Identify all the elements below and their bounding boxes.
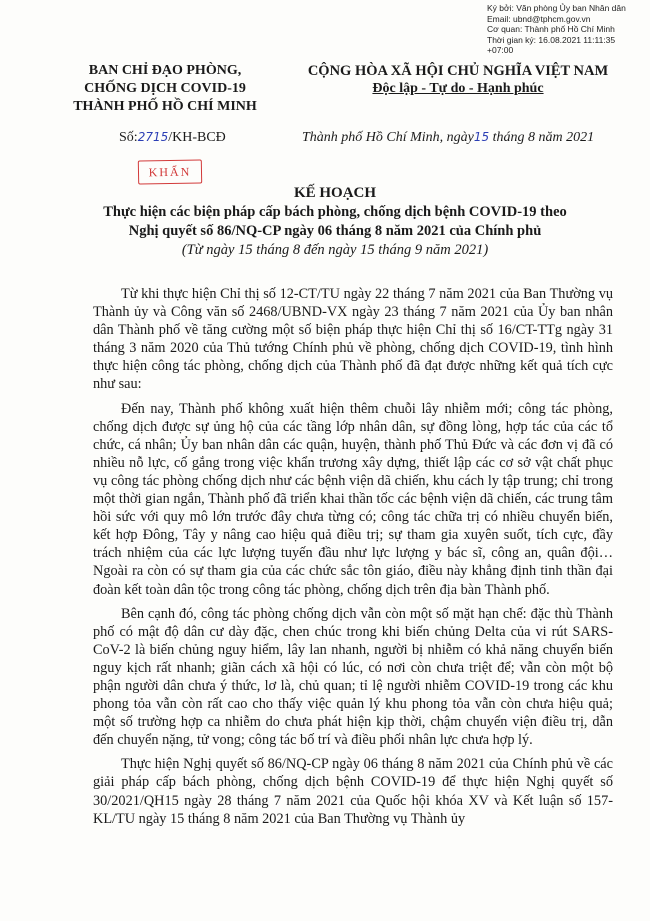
nation-name: CỘNG HÒA XÃ HỘI CHỦ NGHĨA VIỆT NAM [307,63,609,79]
body-paragraph: Thực hiện Nghị quyết số 86/NQ-CP ngày 06 tháng 8 năm 2021 của Chính phủ về các giải pháp cấp bách phòng, chống dịch bệnh COVID-19 để thực hiện Nghị quyết số 30/2021/QH15 ngày 28 tháng 7 năm 2021 của Quốc hội khóa XV và Kết luận số 157-KL/TU ngày 15 tháng 8 năm 2021 của Ban Thường vụ Thành ủy [93,756,613,827]
signature-email: Email: ubnd@tphcm.gov.vn [487,13,591,24]
issuer-line-3: THÀNH PHỐ HỒ CHÍ MINH [73,99,257,114]
date-line [302,130,594,146]
signature-time: Thời gian ký: 16.08.2021 11:11:35 [487,34,616,45]
signature-agency: Cơ quan: Thành phố Hồ Chí Minh [487,24,615,34]
issuing-agency [60,62,270,116]
issuer-line-2: CHỐNG DỊCH COVID-19 [84,81,246,96]
body-paragraph: Đến nay, Thành phố không xuất hiện thêm chuỗi lây nhiễm mới; công tác phòng, chống dịch được sự ủng hộ của các tầng lớp nhân dân, sự đồng lòng, hợp tác của các tổ chức, cá nhân; Ủy ban nhân dân các quận, huyện, thành phố Thủ Đức và các đơn vị đã có nhiều nỗ lực, cố gắng trong việc khẩn trương xây dựng, thiết lập các cơ sở vật chất phục vụ công tác phòng chống dịch như các bệnh viện dã chiến, khu cách ly tập trung; chỉ trong một thời gian ngắn, Thành phố đã triển khai thần tốc các bệnh viện dã chiến, các trung tâm hồi sức với quy mô lớn trước đây chưa từng có; công tác chữa trị có nhiều chuyển biến, kết hợp Đông, Tây y nâng cao hiệu quả điều trị; sự tham gia xuyên suốt, tích cực, đầy trách nhiệm của các lực lượng tuyến đầu như lực lượng y bác sĩ, công an, quân đội… Ngoài ra còn có sự tham gia của các chức sắc tôn giáo, điều này khẳng định tinh thần đại đoàn kết toàn dân tộc trong công tác phòng, chống dịch trên địa bàn Thành phố. [93,400,613,598]
signature-timezone: +07:00 [487,45,514,55]
doc-number-handwritten: 2715 [137,130,169,144]
document-body [93,285,613,834]
date-line-place: Thành phố Hồ Chí Minh, ngày [302,130,474,145]
document-subtitle-2: Nghị quyết số 86/NQ-CP ngày 06 tháng 8 năm 2021 của Chính phủ [128,223,542,239]
body-paragraph: Bên cạnh đó, công tác phòng chống dịch vẫn còn một số mặt hạn chế: đặc thù Thành phố có mật độ dân cư dày đặc, chen chúc trong khi biến chủng Delta của vi rút SARS-CoV-2 là biến chủng nguy hiểm, lây lan nhanh, người bị nhiễm có khả năng chuyển biến nguy kịch rất nhanh; giãn cách xã hội có lúc, có nơi còn chưa triệt để; vẫn còn một bộ phận người dân chưa ý thức, lơ là, chủ quan; tỉ lệ người nhiễm COVID-19 trong các khu phong tỏa vẫn còn rất cao cho thấy việc quản lý khu phong tỏa vẫn còn chưa hiệu quả; một số trường hợp ca nhiễm do chưa phát hiện kịp thời, chậm chuyển viện điều trị, dẫn đến chuyển nặng, tử vong; công tác bố trí và điều phối nhân lực chưa hợp lý. [93,605,613,749]
date-day-handwritten: 15 [473,130,490,144]
doc-number-suffix: /KH-BCĐ [168,130,226,145]
date-line-rest: tháng 8 năm 2021 [489,130,595,145]
digital-signature-block [487,3,647,56]
document-subtitle-1: Thực hiện các biện pháp cấp bách phòng, chống dịch bệnh COVID-19 theo [103,204,567,220]
national-header [288,62,628,98]
issuer-line-1: BAN CHỈ ĐẠO PHÒNG, [88,63,242,78]
doc-number-prefix: Số: [119,130,138,145]
signature-signer: Ký bởi: Văn phòng Ủy ban Nhân dân [487,3,626,13]
document-period: (Từ ngày 15 tháng 8 đến ngày 15 tháng 9 năm 2021) [181,242,489,258]
document-number [119,130,226,146]
document-heading [40,183,630,260]
nation-motto: Độc lập - Tự do - Hạnh phúc [372,81,544,96]
urgent-stamp: KHẨN [138,159,202,184]
document-title: KẾ HOẠCH [293,185,377,201]
body-paragraph: Từ khi thực hiện Chỉ thị số 12-CT/TU ngày 22 tháng 7 năm 2021 của Ban Thường vụ Thành ủy và Công văn số 2468/UBND-VX ngày 23 tháng 7 năm 2021 của Ủy ban nhân dân Thành phố về tăng cường một số biện pháp thực hiện Chỉ thị số 16/CT-TTg ngày 31 tháng 3 năm 2020 của Thủ tướng Chính phủ về phòng, chống dịch COVID-19, tình hình thực hiện công tác phòng, chống dịch của Thành phố đã đạt được những kết quả tích cực như sau: [93,286,613,393]
